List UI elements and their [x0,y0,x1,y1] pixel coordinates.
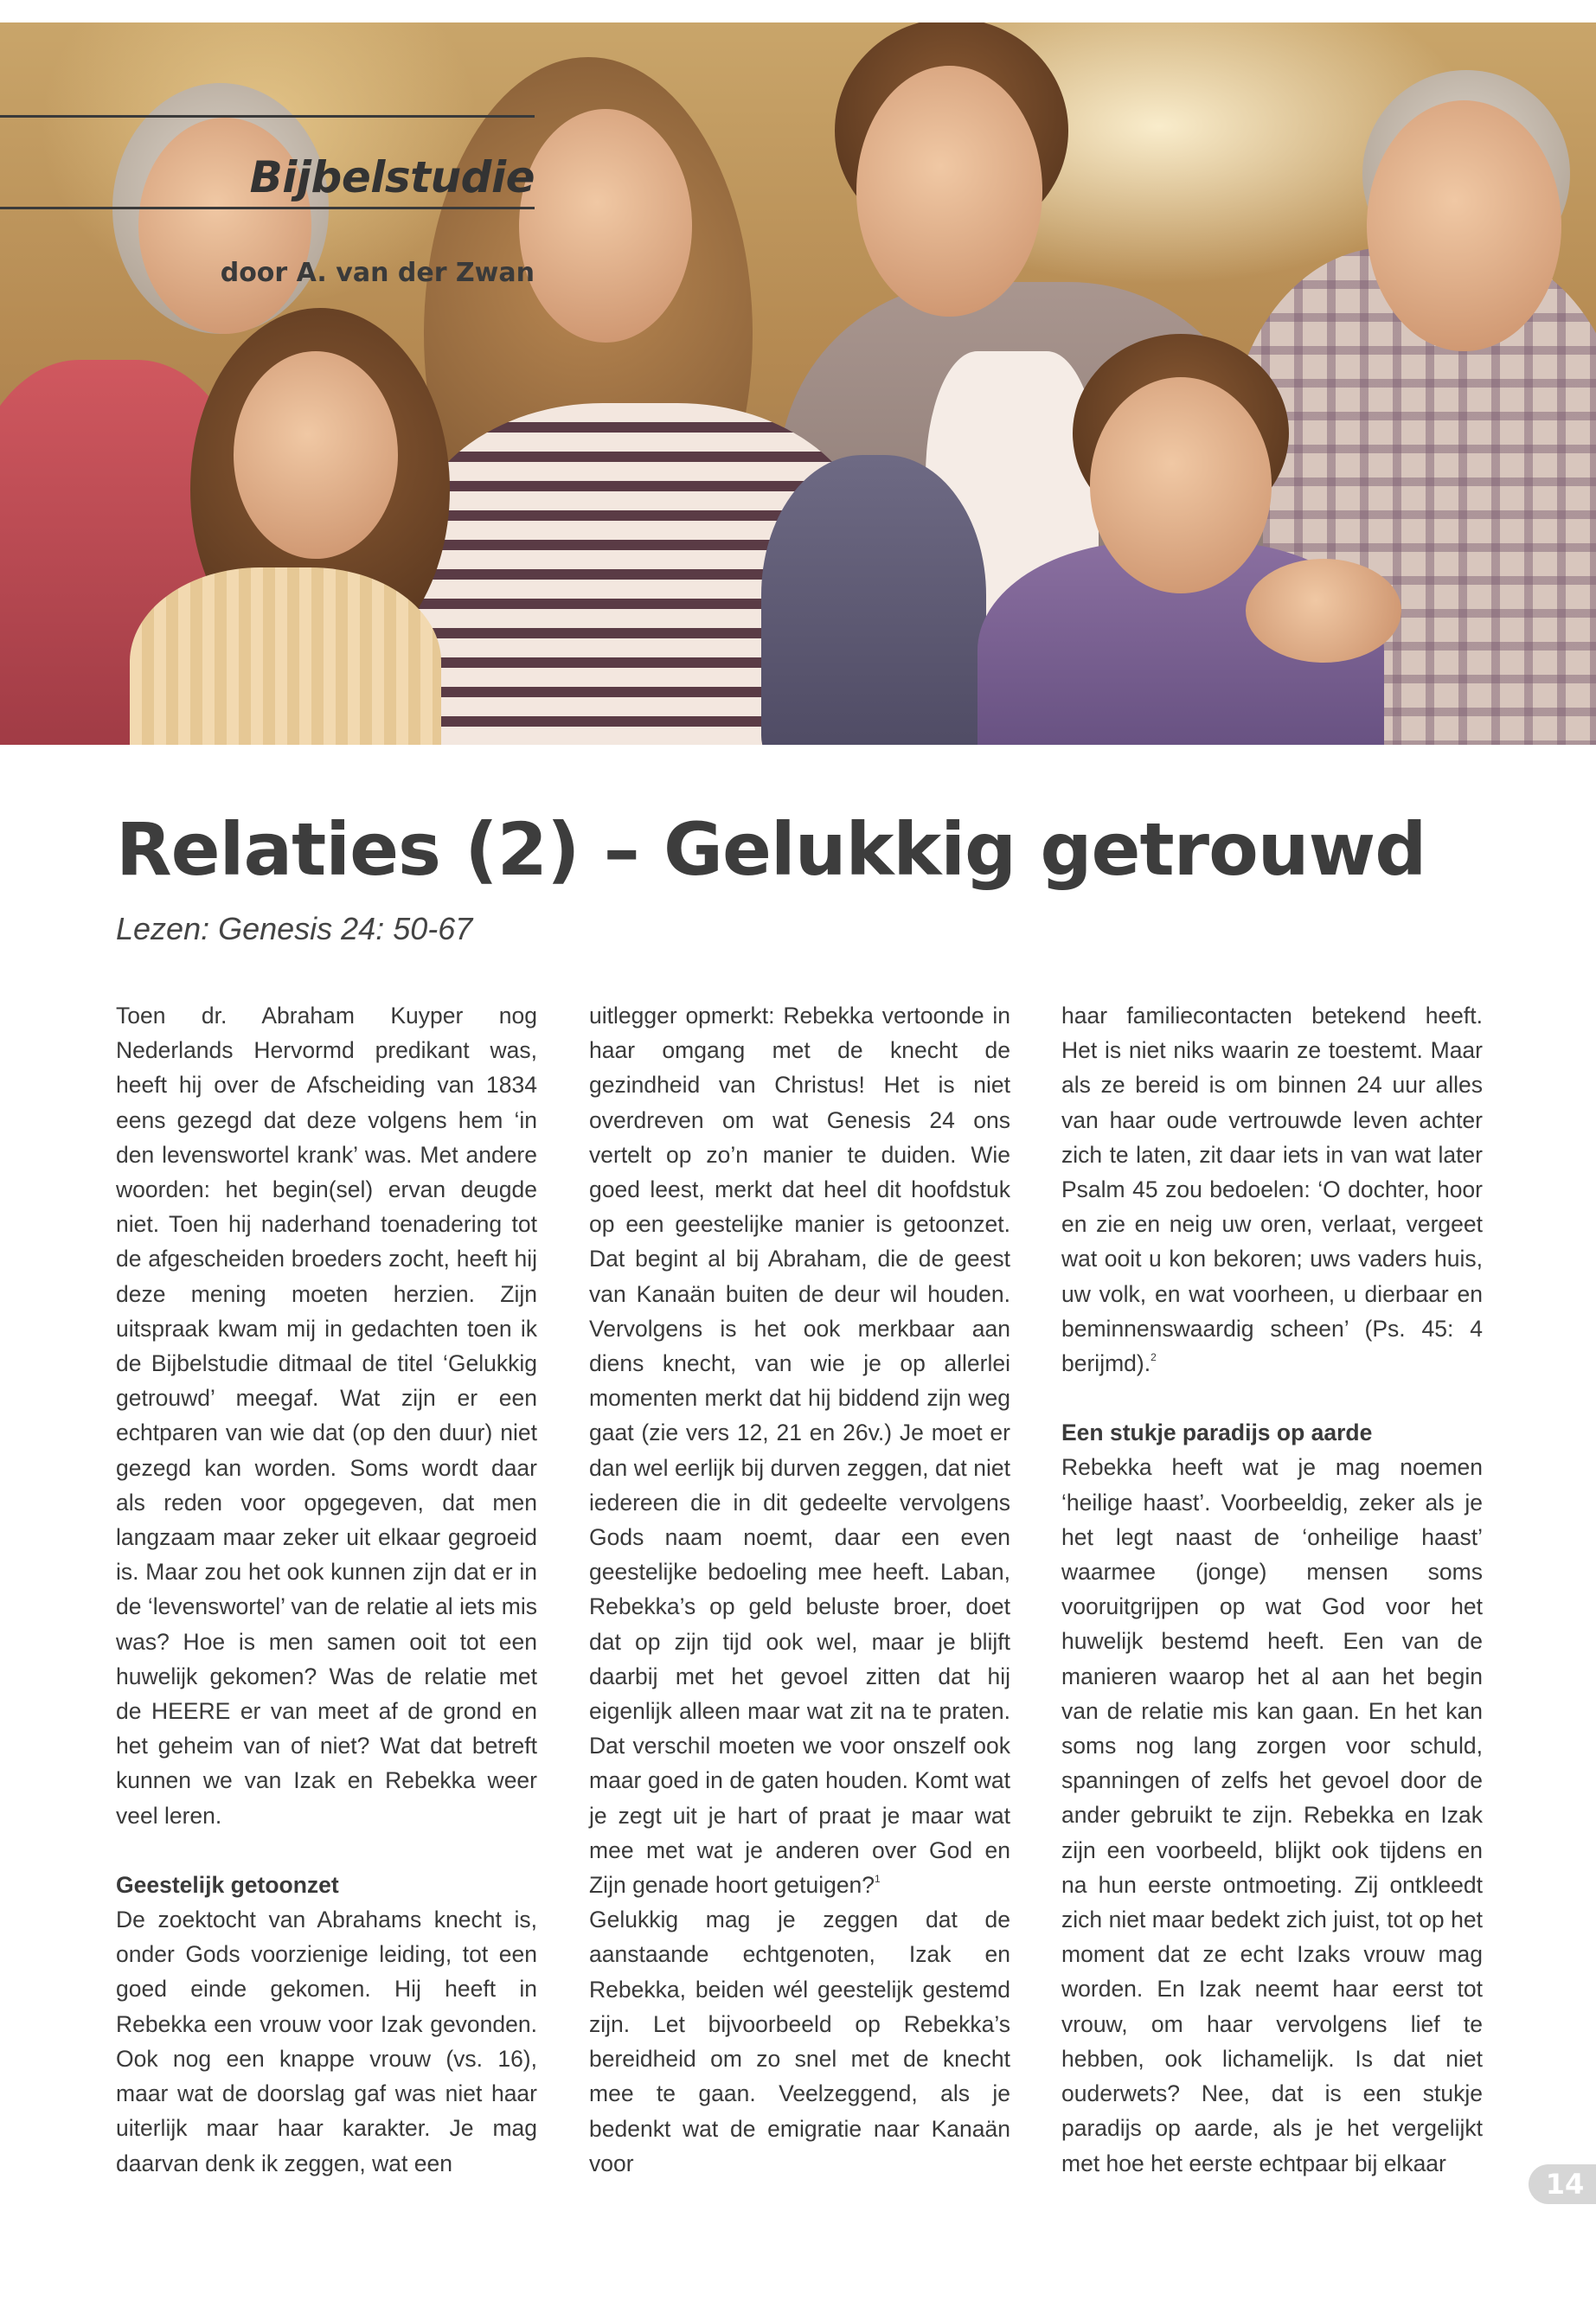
article-column-2 [589,998,1010,2181]
paragraph: Gelukkig mag je zeggen dat de aanstaande echtgenoten, Izak en Rebekka, beiden wél geestelijk gestemd zijn. Let bijvoorbeeld op Rebekka’s bereidheid om zo snel met de knecht mee te gaan. Veelzeggend, als je bedenkt wat de emigratie naar Kanaän voor [589,1907,1010,2176]
paragraph-text: uitlegger opmerkt: Rebekka vertoonde in haar omgang met de knecht de gezindheid van Christus! Het is niet overdreven om wat Genesis 24 ons vertelt op zo’n manier te duiden. Wie goed leest, merkt dat heel dit hoofdstuk op een geestelijke manier is getoonzet. Dat begint al bij Abraham, die de geest van Kanaän buiten de deur wil houden. Vervolgens is het ook merkbaar aan diens knecht, van wie je op allerlei momenten merkt dat hij biddend zijn weg gaat (zie vers 12, 21 en 26v.) Je moet er dan wel eerlijk bij durven zeggen, dat niet iedereen die in dit gedeelte vervolgens Gods naam noemt, daar een even geestelijke bedoeling mee heeft. Laban, Rebekka’s op geld beluste broer, doet dat op zijn tijd ook wel, maar je blijft daarbij met het gevoel zitten dat hij eigenlijk alleen maar wat zit na te praten. Dat verschil moeten we voor onszelf ook maar goed in de gaten houden. Komt wat je zegt uit je hart of praat je maar wat mee met wat je anderen over God en Zijn genade hoort getuigen? [589,1003,1010,1899]
girl-figure [130,567,441,745]
paragraph-gap [116,1833,537,1868]
boy-face [1090,377,1272,593]
section-heading: Geestelijk getoonzet [116,1871,339,1898]
author-byline: door A. van der Zwan [220,258,535,288]
header-rule-top [0,115,535,118]
paragraph [589,998,1010,1902]
paragraph: De zoektocht van Abrahams knecht is, onder Gods voorzienige leiding, tot een goed einde gekomen. Hij heeft in Rebekka een vrouw voor Izak gevonden. Ook nog een knappe vrouw (vs. 16), maar wat de doorslag gaf was niet haar uiterlijk maar haar karakter. Je mag daarvan denk ik zeggen, wat een [116,1907,537,2176]
article-subtitle: Lezen: Genesis 24: 50-67 [116,911,473,946]
section-title: Bijbelstudie [249,152,535,202]
footnote-marker: 2 [1151,1351,1157,1364]
footnote-marker: 1 [875,1873,881,1886]
father-face [856,66,1042,317]
paragraph-gap [1061,1381,1483,1415]
grandfather-face [1367,100,1561,351]
section-heading: Een stukje paradijs op aarde [1061,1420,1373,1446]
paragraph-text: haar familiecontacten betekend heeft. Het is niet niks waarin ze toestemt. Maar als ze bereid is om binnen 24 uur alles van haar oude vertrouwde leven achter zich te laten, zit daar iets in van wat later Psalm 45 zou bedoelen: ‘O dochter, hoor en zie en neig uw oren, verlaat, vergeet wat ooit u kon bekoren; uws vaders huis, uw volk, en wat voorheen, u dierbaar en beminnenswaardig scheen’ (Ps. 45: 4 berijmd). [1061,1003,1483,1377]
article-title: Relaties (2) – Gelukkig getrouwd [116,807,1426,892]
page-number-badge: 14 [1529,2164,1596,2204]
paragraph: Toen dr. Abraham Kuyper nog Nederlands Hervormd predikant was, heeft hij over de Afscheiding van 1834 eens gezegd dat deze volgens hem ‘in den levenswortel krank’ was. Met andere woorden: het begin(sel) ervan deugde niet. Toen hij naderhand toenadering tot de afgescheiden broeders zocht, heeft hij deze mening moeten herzien. Zijn uitspraak kwam mij in gedachten toen ik de Bijbelstudie ditmaal de titel ‘Gelukkig getrouwd’ meegaf. Wat zijn er een echtparen van wie dat (op den duur) niet gezegd kan worden. Soms wordt daar als reden voor opgegeven, dat men langzaam maar zeker uit elkaar gegroeid is. Maar zou het ook kunnen zijn dat er in de ‘levenswortel’ van de relatie al iets mis was? Hoe is men samen ooit tot een huwelijk gekomen? Was de relatie met de HEERE er van meet af de grond en het geheim van of niet? Wat dat betreft kunnen we van Izak en Rebekka weer veel leren. [116,1003,537,1829]
grandmother-face [138,118,311,334]
article-column-3 [1061,998,1483,2181]
paragraph: Rebekka heeft wat je mag noemen ‘heilige haast’. Voorbeeldig, zeker als je het legt naast de ‘onheilige haast’ waarmee (jonge) mensen soms vooruitgrijpen op wat God voor het huwelijk bestemd heeft. Een van de manieren waarop het al aan het begin van de relatie mis kan gaan. En het kan soms nog lang zorgen voor schuld, spanningen of zelfs het gevoel door de ander gebruikt te zijn. Rebekka en Izak zijn een voorbeeld, blijkt ook tijdens en na hun eerste ontmoeting. Zij ontkleedt zich niet maar bedekt zich juist, tot op het moment dat ze echt Izaks vrouw mag worden. En Izak neemt haar eerst tot vrouw, om haar vervolgens lief te hebben, ook lichamelijk. Is dat niet ouderwets? Nee, dat is een stukje paradijs op aarde, als je het vergelijkt met hoe het eerste echtpaar bij elkaar [1061,1454,1483,2176]
girl-face [234,351,398,559]
header-rule-bottom [0,207,535,209]
paragraph [1061,998,1483,1381]
hero-photo-family [0,22,1596,745]
grandfather-hand [1246,559,1401,663]
article-column-1 [116,998,537,2181]
mother-knee [761,455,986,745]
mother-face [519,109,692,343]
